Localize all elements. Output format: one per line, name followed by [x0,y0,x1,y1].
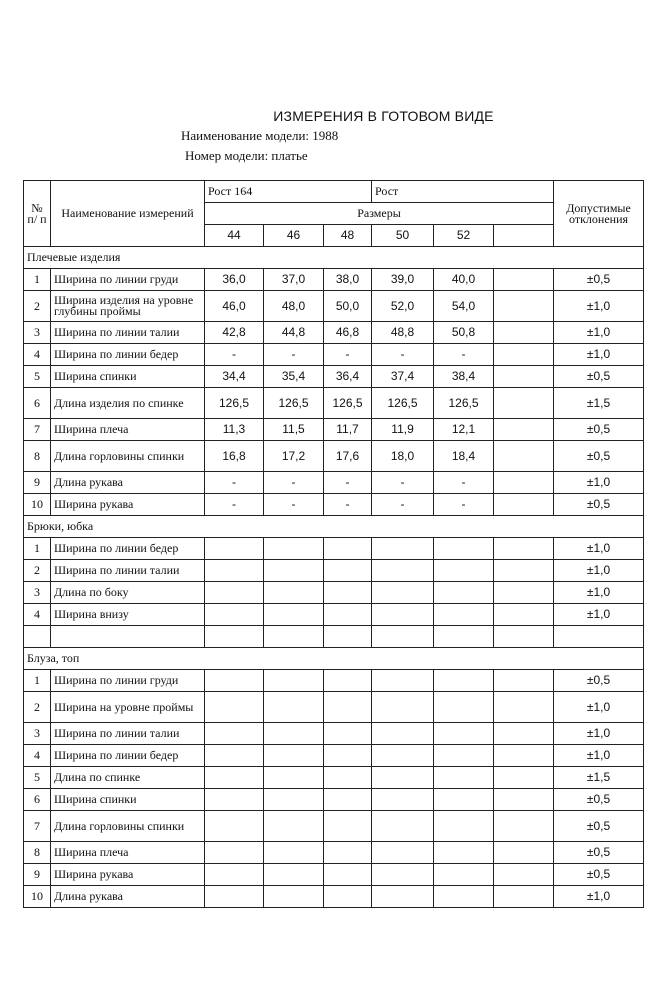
size-value [324,670,372,692]
size-value [264,560,324,582]
size-value [264,538,324,560]
size-46: 46 [264,225,324,247]
row-number: 4 [24,344,51,366]
tolerance-value: ±0,5 [554,670,644,692]
size-value [324,767,372,789]
size-value [205,692,264,723]
row-number: 2 [24,560,51,582]
size-value [324,604,372,626]
size-value [434,842,494,864]
empty-cell [494,582,554,604]
section-title: Блуза, топ [24,648,644,670]
table-row [24,745,644,767]
size-value [324,626,372,648]
empty-cell [494,626,554,648]
col-num-header: № п/ п [24,181,51,247]
size-value: 40,0 [434,269,494,291]
tolerance-value: ±0,5 [554,789,644,811]
tolerance-value: ±1,0 [554,723,644,745]
tolerance-value: ±1,0 [554,291,644,322]
measurement-name: Ширина рукава [51,494,205,516]
table-row [24,723,644,745]
empty-cell [494,388,554,419]
table-row [24,441,644,472]
size-value [434,560,494,582]
size-value [434,745,494,767]
size-value [205,582,264,604]
measurement-name: Ширина по линии талии [51,560,205,582]
measurement-name: Ширина по линии бедер [51,745,205,767]
table-row [24,582,644,604]
size-value [324,582,372,604]
tolerance-value: ±0,5 [554,842,644,864]
measurement-name: Ширина по линии бедер [51,538,205,560]
table-row [24,604,644,626]
size-value: 16,8 [205,441,264,472]
measurement-name: Длина изделия по спинке [51,388,205,419]
row-number: 4 [24,604,51,626]
empty-cell [494,494,554,516]
empty-cell [494,670,554,692]
size-value [264,886,324,908]
size-value: 37,4 [372,366,434,388]
size-value [434,811,494,842]
size-value [324,789,372,811]
section-row [24,516,644,538]
tolerance-value: ±1,0 [554,886,644,908]
row-number: 9 [24,472,51,494]
size-value [205,811,264,842]
section-row [24,648,644,670]
measurement-name: Длина рукава [51,886,205,908]
row-number: 2 [24,692,51,723]
measurement-name: Ширина рукава [51,864,205,886]
size-value: 48,8 [372,322,434,344]
tolerance-value: ±1,0 [554,745,644,767]
size-value: 37,0 [264,269,324,291]
size-value: 36,4 [324,366,372,388]
size-value: 11,3 [205,419,264,441]
measurement-name: Ширина изделия на уровне глубины проймы [51,291,205,322]
size-value [264,626,324,648]
tolerance-value: ±1,0 [554,538,644,560]
size-value: 17,2 [264,441,324,472]
rost-164-header: Рост 164 [205,181,372,203]
size-value: 17,6 [324,441,372,472]
row-number: 4 [24,745,51,767]
tolerance-value: ±0,5 [554,811,644,842]
header-row-1 [24,181,644,203]
size-value [324,886,372,908]
row-number: 1 [24,538,51,560]
size-value [434,864,494,886]
size-value [205,560,264,582]
row-number: 3 [24,582,51,604]
size-value: 12,1 [434,419,494,441]
size-value [205,842,264,864]
rost-header: Рост [372,181,554,203]
measurement-name: Ширина по линии бедер [51,344,205,366]
table-row [24,388,644,419]
model-number: Номер модели: платье [185,148,308,163]
size-value [324,745,372,767]
empty-cell [494,864,554,886]
empty-cell [494,322,554,344]
empty-cell [494,789,554,811]
row-number: 3 [24,723,51,745]
measurement-name: Ширина спинки [51,789,205,811]
tolerance-value: ±1,5 [554,767,644,789]
size-value: - [372,344,434,366]
empty-cell [494,344,554,366]
size-value: 38,4 [434,366,494,388]
size-value [372,604,434,626]
row-number: 5 [24,366,51,388]
table-row [24,842,644,864]
size-value [372,811,434,842]
size-52: 52 [434,225,494,247]
col-tolerance-header: Допустимые отклонения [554,181,644,247]
tolerance-value: ±1,0 [554,322,644,344]
size-value [264,842,324,864]
size-value: 38,0 [324,269,372,291]
size-value [324,538,372,560]
size-value: 46,8 [324,322,372,344]
sizes-header: Размеры [205,203,554,225]
size-value: - [372,472,434,494]
row-number: 8 [24,441,51,472]
size-value: 46,0 [205,291,264,322]
size-value [372,670,434,692]
measurement-name: Длина по спинке [51,767,205,789]
size-value: 126,5 [324,388,372,419]
size-value [372,842,434,864]
size-value [205,723,264,745]
row-number: 7 [24,811,51,842]
tolerance-value: ±0,5 [554,494,644,516]
size-value [372,626,434,648]
measurement-name: Ширина плеча [51,419,205,441]
table-row [24,366,644,388]
size-value: 11,5 [264,419,324,441]
size-value: - [434,472,494,494]
tolerance-value [554,626,644,648]
measurement-name: Ширина внизу [51,604,205,626]
size-value [372,767,434,789]
size-value: 50,8 [434,322,494,344]
size-value [434,692,494,723]
measurement-name: Ширина по линии талии [51,322,205,344]
size-value: 126,5 [264,388,324,419]
table-row [24,291,644,322]
size-value: 54,0 [434,291,494,322]
table-row [24,419,644,441]
size-value: 35,4 [264,366,324,388]
size-value [434,604,494,626]
model-name: Наименование модели: 1988 [181,128,339,143]
empty-cell [494,723,554,745]
size-value: - [205,472,264,494]
row-number: 2 [24,291,51,322]
row-number: 10 [24,494,51,516]
size-value [264,745,324,767]
table-row [24,269,644,291]
measurements-table [23,180,644,908]
row-number: 5 [24,767,51,789]
table-row [24,494,644,516]
table-row [24,670,644,692]
size-value [264,864,324,886]
measurement-name [51,626,205,648]
size-value [434,670,494,692]
tolerance-value: ±1,0 [554,472,644,494]
size-value: - [434,344,494,366]
tolerance-value: ±1,0 [554,344,644,366]
measurement-name: Ширина по линии груди [51,670,205,692]
size-value [324,560,372,582]
size-value [264,811,324,842]
size-value [372,582,434,604]
empty-cell [494,538,554,560]
tolerance-value: ±1,0 [554,582,644,604]
size-value: - [205,494,264,516]
size-value [324,864,372,886]
size-value: 44,8 [264,322,324,344]
size-value [372,692,434,723]
size-value: 52,0 [372,291,434,322]
size-value [264,723,324,745]
size-value [205,886,264,908]
empty-cell [494,560,554,582]
empty-cell [494,472,554,494]
tolerance-value: ±1,0 [554,692,644,723]
size-value [205,745,264,767]
size-value [205,789,264,811]
size-value [324,723,372,745]
row-number: 10 [24,886,51,908]
measurement-name: Ширина по линии груди [51,269,205,291]
table-row [24,322,644,344]
size-value: 126,5 [372,388,434,419]
measurement-name: Ширина по линии талии [51,723,205,745]
size-value [372,886,434,908]
section-title: Брюки, юбка [24,516,644,538]
size-value: 18,0 [372,441,434,472]
col-name-header: Наименование измерений [51,181,205,247]
size-value [372,745,434,767]
size-value: 39,0 [372,269,434,291]
row-number: 1 [24,269,51,291]
size-value [264,789,324,811]
size-value: - [324,344,372,366]
tolerance-value: ±0,5 [554,269,644,291]
row-number: 7 [24,419,51,441]
section-row [24,247,644,269]
empty-cell [494,811,554,842]
size-value: 36,0 [205,269,264,291]
size-value [372,538,434,560]
size-value [205,604,264,626]
measurement-name: Длина по боку [51,582,205,604]
size-value [324,692,372,723]
empty-cell [494,842,554,864]
size-value [372,789,434,811]
size-48: 48 [324,225,372,247]
table-row [24,626,644,648]
size-value [434,723,494,745]
row-number: 8 [24,842,51,864]
tolerance-value: ±0,5 [554,419,644,441]
size-value: 126,5 [434,388,494,419]
table-row [24,767,644,789]
measurement-name: Длина рукава [51,472,205,494]
table-row [24,789,644,811]
table-row [24,560,644,582]
size-value [434,626,494,648]
measurement-name: Ширина плеча [51,842,205,864]
size-value: - [205,344,264,366]
row-number: 6 [24,789,51,811]
size-value [264,767,324,789]
row-number: 3 [24,322,51,344]
tolerance-value: ±0,5 [554,864,644,886]
size-value: - [324,472,372,494]
measurement-name: Длина горловины спинки [51,441,205,472]
empty-cell [494,291,554,322]
empty-cell [494,767,554,789]
size-value: 48,0 [264,291,324,322]
size-value [372,560,434,582]
empty-cell [494,441,554,472]
tolerance-value: ±0,5 [554,441,644,472]
size-value [205,864,264,886]
size-value: - [264,344,324,366]
size-value [264,582,324,604]
page-title: ИЗМЕРЕНИЯ В ГОТОВОМ ВИДЕ [273,108,494,124]
size-value: 11,9 [372,419,434,441]
empty-cell [494,692,554,723]
size-50: 50 [372,225,434,247]
size-value: 18,4 [434,441,494,472]
size-value: 42,8 [205,322,264,344]
empty-cell [494,745,554,767]
size-empty [494,225,554,247]
size-value: - [324,494,372,516]
table-row [24,886,644,908]
tolerance-value: ±1,0 [554,604,644,626]
size-value [372,723,434,745]
size-value [434,538,494,560]
measurement-name: Ширина спинки [51,366,205,388]
table-row [24,864,644,886]
measurement-name: Длина горловины спинки [51,811,205,842]
size-value [205,626,264,648]
tolerance-value: ±1,5 [554,388,644,419]
empty-cell [494,366,554,388]
row-number: 6 [24,388,51,419]
size-value: - [372,494,434,516]
row-number [24,626,51,648]
size-value: 126,5 [205,388,264,419]
size-value [324,811,372,842]
empty-cell [494,419,554,441]
empty-cell [494,604,554,626]
table-row [24,344,644,366]
size-value [324,842,372,864]
size-44: 44 [205,225,264,247]
tolerance-value: ±0,5 [554,366,644,388]
measurement-name: Ширина на уровне проймы [51,692,205,723]
size-value: - [264,494,324,516]
size-value [205,670,264,692]
empty-cell [494,269,554,291]
size-value: 34,4 [205,366,264,388]
size-value [434,886,494,908]
size-value [434,767,494,789]
row-number: 1 [24,670,51,692]
size-value: 11,7 [324,419,372,441]
table-row [24,538,644,560]
table-row [24,472,644,494]
empty-cell [494,886,554,908]
section-title: Плечевые изделия [24,247,644,269]
size-value [434,582,494,604]
size-value: 50,0 [324,291,372,322]
tolerance-value: ±1,0 [554,560,644,582]
row-number: 9 [24,864,51,886]
size-value [264,670,324,692]
size-value [264,604,324,626]
size-value [372,864,434,886]
table-row [24,811,644,842]
table-body [24,181,644,908]
size-value: - [264,472,324,494]
table-row [24,692,644,723]
size-value [434,789,494,811]
size-value [205,767,264,789]
size-value [264,692,324,723]
size-value: - [434,494,494,516]
size-value [205,538,264,560]
